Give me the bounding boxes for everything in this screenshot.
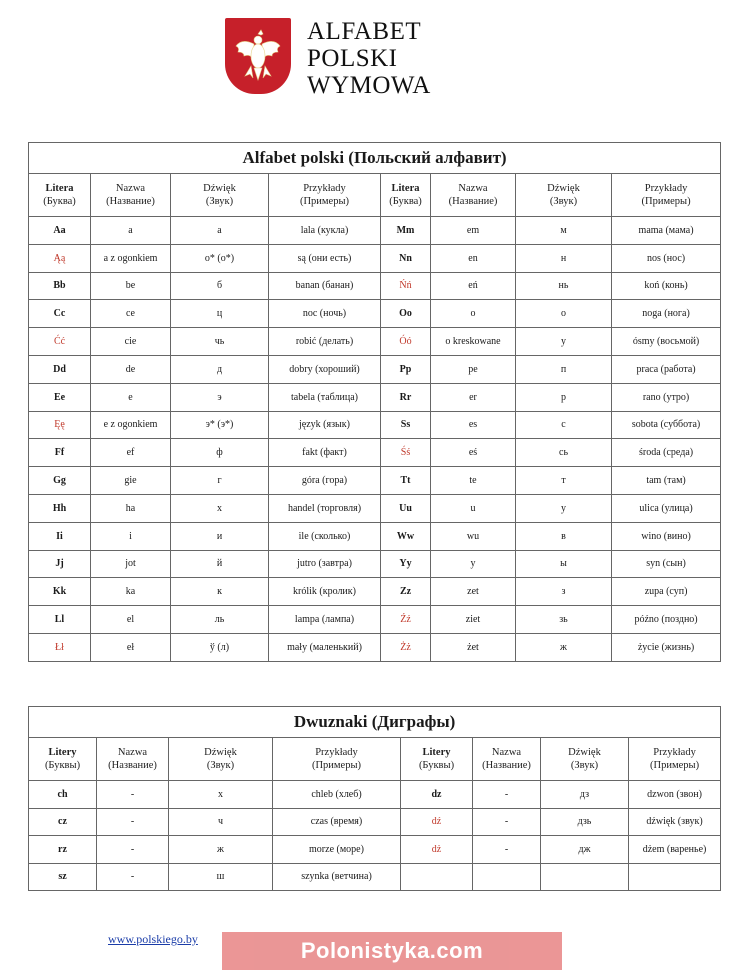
alphabet-header-cell — [269, 174, 381, 217]
digraph-row — [29, 863, 721, 891]
header-top-text: Nazwa — [115, 183, 146, 194]
sound-cell: ч — [169, 808, 273, 836]
alphabet-row — [29, 494, 721, 522]
header-top-text: Nazwa — [491, 747, 522, 758]
name-cell: i — [91, 522, 171, 550]
sound-cell: о* (о*) — [171, 244, 269, 272]
sound-cell: т — [516, 467, 612, 495]
title-line-2: POLSKI — [307, 45, 398, 72]
letter-cell: Rr — [381, 383, 431, 411]
sound-cell: х — [171, 494, 269, 522]
header-top-text: Dźwięk — [203, 183, 236, 194]
letter-cell: dz — [401, 781, 473, 809]
header-top-text: Dźwięk — [568, 747, 601, 758]
letter-cell: Gg — [29, 467, 91, 495]
sound-cell: к — [171, 578, 269, 606]
white-eagle-icon — [232, 26, 284, 86]
letter-cell: dż — [401, 836, 473, 864]
letter-cell: Zz — [381, 578, 431, 606]
example-cell: noga (нога) — [612, 300, 721, 328]
header-bottom-text: (Звук) — [205, 196, 234, 207]
name-cell: en — [431, 244, 516, 272]
header-bottom-text: (Буквы) — [44, 760, 81, 771]
sound-cell: дж — [541, 836, 629, 864]
example-cell: język (язык) — [269, 411, 381, 439]
example-cell: ulica (улица) — [612, 494, 721, 522]
letter-cell: Ww — [381, 522, 431, 550]
sound-cell: й — [171, 550, 269, 578]
name-cell — [473, 863, 541, 891]
letter-cell: Ćć — [29, 328, 91, 356]
example-cell: banan (банан) — [269, 272, 381, 300]
digraph-header-cell — [97, 738, 169, 781]
name-cell: wu — [431, 522, 516, 550]
letter-cell: Ll — [29, 606, 91, 634]
sound-cell: а — [171, 217, 269, 245]
name-cell: - — [473, 836, 541, 864]
example-cell: robić (делать) — [269, 328, 381, 356]
alphabet-row — [29, 272, 721, 300]
example-cell: nos (нос) — [612, 244, 721, 272]
name-cell: - — [97, 836, 169, 864]
letter-cell: sz — [29, 863, 97, 891]
header-bottom-text: (Звук) — [549, 196, 578, 207]
name-cell: ce — [91, 300, 171, 328]
header-top-text: Przykłady — [644, 183, 688, 194]
name-cell: - — [97, 808, 169, 836]
sound-cell: м — [516, 217, 612, 245]
sound-cell: з — [516, 578, 612, 606]
digraph-row — [29, 808, 721, 836]
name-cell: ha — [91, 494, 171, 522]
letter-cell: Śś — [381, 439, 431, 467]
alphabet-row — [29, 244, 721, 272]
header-bottom-text: (Звук) — [570, 760, 599, 771]
header-top-text: Litery — [422, 747, 451, 758]
example-cell: sobota (суббота) — [612, 411, 721, 439]
digraphs-caption-row — [29, 707, 721, 738]
name-cell: o kreskowane — [431, 328, 516, 356]
alphabet-row — [29, 578, 721, 606]
example-cell: lampa (лампа) — [269, 606, 381, 634]
letter-cell: rz — [29, 836, 97, 864]
letter-cell: Dd — [29, 355, 91, 383]
example-cell: ósmy (восьмой) — [612, 328, 721, 356]
letter-cell: Jj — [29, 550, 91, 578]
letter-cell: Bb — [29, 272, 91, 300]
letter-cell: ch — [29, 781, 97, 809]
letter-cell: Oo — [381, 300, 431, 328]
title-line-3: WYMOWA — [307, 72, 431, 99]
letter-cell: Ęę — [29, 411, 91, 439]
digraphs-header-row — [29, 738, 721, 781]
letter-cell: Cc — [29, 300, 91, 328]
letter-cell: Mm — [381, 217, 431, 245]
alphabet-row — [29, 633, 721, 661]
page-header — [225, 18, 525, 98]
alphabet-header-cell — [171, 174, 269, 217]
example-cell: dzwon (звон) — [629, 781, 721, 809]
header-bottom-text: (Название) — [108, 760, 157, 771]
name-cell: a z ogonkiem — [91, 244, 171, 272]
digraph-header-cell — [29, 738, 97, 781]
letter-cell: Kk — [29, 578, 91, 606]
name-cell: es — [431, 411, 516, 439]
alphabet-header-cell — [29, 174, 91, 217]
example-cell: wino (вино) — [612, 522, 721, 550]
document-title — [307, 18, 431, 99]
sound-cell: д — [171, 355, 269, 383]
sound-cell: зь — [516, 606, 612, 634]
digraph-row — [29, 781, 721, 809]
sound-cell: с — [516, 411, 612, 439]
example-cell: chleb (хлеб) — [273, 781, 401, 809]
sound-cell: б — [171, 272, 269, 300]
name-cell: eł — [91, 633, 171, 661]
footer-link[interactable]: www.polskiego.by — [108, 932, 198, 946]
name-cell: gie — [91, 467, 171, 495]
watermark: Polonistyka.com — [222, 932, 562, 970]
letter-cell: Ff — [29, 439, 91, 467]
sound-cell: у — [516, 328, 612, 356]
alphabet-header-cell — [612, 174, 721, 217]
example-cell: syn (сын) — [612, 550, 721, 578]
alphabet-row — [29, 328, 721, 356]
header-top-text: Litery — [48, 747, 77, 758]
sound-cell: у — [516, 494, 612, 522]
header-bottom-text: (Буква) — [389, 196, 422, 207]
name-cell: ef — [91, 439, 171, 467]
digraph-header-cell — [473, 738, 541, 781]
letter-cell: Uu — [381, 494, 431, 522]
letter-cell: Źź — [381, 606, 431, 634]
alphabet-row — [29, 217, 721, 245]
alphabet-header-cell — [431, 174, 516, 217]
sound-cell: дзь — [541, 808, 629, 836]
sound-cell: в — [516, 522, 612, 550]
sound-cell: н — [516, 244, 612, 272]
sound-cell: ф — [171, 439, 269, 467]
alphabet-table — [28, 142, 721, 662]
letter-cell: Łł — [29, 633, 91, 661]
letter-cell: Żż — [381, 633, 431, 661]
sound-cell: ль — [171, 606, 269, 634]
alphabet-header-cell — [91, 174, 171, 217]
sound-cell: ж — [516, 633, 612, 661]
header-bottom-text: (Буква) — [43, 196, 76, 207]
digraph-header-cell — [401, 738, 473, 781]
name-cell: - — [473, 808, 541, 836]
name-cell: y — [431, 550, 516, 578]
example-cell: noc (ночь) — [269, 300, 381, 328]
example-cell: lala (кукла) — [269, 217, 381, 245]
sound-cell: ц — [171, 300, 269, 328]
name-cell: eś — [431, 439, 516, 467]
header-bottom-text: (Примеры) — [641, 196, 691, 207]
header-top-text: Nazwa — [117, 747, 148, 758]
example-cell: środa (среда) — [612, 439, 721, 467]
example-cell: tabela (таблица) — [269, 383, 381, 411]
letter-cell: Tt — [381, 467, 431, 495]
sound-cell: р — [516, 383, 612, 411]
letter-cell — [401, 863, 473, 891]
example-cell: rano (утро) — [612, 383, 721, 411]
example-cell: szynka (ветчина) — [273, 863, 401, 891]
example-cell: jutro (завтра) — [269, 550, 381, 578]
digraph-header-cell — [273, 738, 401, 781]
alphabet-row — [29, 411, 721, 439]
header-bottom-text: (Название) — [106, 196, 155, 207]
name-cell: eń — [431, 272, 516, 300]
letter-cell: Ii — [29, 522, 91, 550]
letter-cell: Ss — [381, 411, 431, 439]
name-cell: ka — [91, 578, 171, 606]
sound-cell: о — [516, 300, 612, 328]
example-cell: życie (жизнь) — [612, 633, 721, 661]
name-cell: - — [97, 781, 169, 809]
polish-emblem — [225, 18, 291, 94]
digraph-row — [29, 836, 721, 864]
sound-cell: ў (л) — [171, 633, 269, 661]
name-cell: cie — [91, 328, 171, 356]
name-cell: er — [431, 383, 516, 411]
header-top-text: Przykłady — [653, 747, 696, 758]
sound-cell: и — [171, 522, 269, 550]
example-cell: dżem (варенье) — [629, 836, 721, 864]
letter-cell: Hh — [29, 494, 91, 522]
digraph-header-cell — [169, 738, 273, 781]
header-bottom-text: (Примеры) — [299, 196, 350, 207]
alphabet-row — [29, 467, 721, 495]
sound-cell: ы — [516, 550, 612, 578]
name-cell: a — [91, 217, 171, 245]
name-cell: de — [91, 355, 171, 383]
sound-cell: п — [516, 355, 612, 383]
name-cell: u — [431, 494, 516, 522]
title-line-1: ALFABET — [307, 18, 422, 45]
name-cell: - — [97, 863, 169, 891]
example-cell: tam (там) — [612, 467, 721, 495]
example-cell: mama (мама) — [612, 217, 721, 245]
example-cell: królik (кролик) — [269, 578, 381, 606]
letter-cell: Ee — [29, 383, 91, 411]
header-top-text: Litera — [45, 183, 74, 194]
digraphs-caption: Dwuznaki (Диграфы) — [29, 707, 721, 738]
name-cell: o — [431, 300, 516, 328]
header-bottom-text: (Буквы) — [418, 760, 455, 771]
letter-cell: cz — [29, 808, 97, 836]
example-cell: dźwięk (звук) — [629, 808, 721, 836]
example-cell: późno (поздно) — [612, 606, 721, 634]
sound-cell: ж — [169, 836, 273, 864]
letter-cell: dź — [401, 808, 473, 836]
example-cell: handel (торговля) — [269, 494, 381, 522]
header-top-text: Nazwa — [458, 183, 488, 194]
header-top-text: Dźwięk — [547, 183, 580, 194]
name-cell: e — [91, 383, 171, 411]
name-cell: jot — [91, 550, 171, 578]
letter-cell: Óó — [381, 328, 431, 356]
header-bottom-text: (Название) — [482, 760, 531, 771]
alphabet-row — [29, 439, 721, 467]
name-cell: el — [91, 606, 171, 634]
example-cell: fakt (факт) — [269, 439, 381, 467]
alphabet-caption: Alfabet polski (Польский алфавит) — [29, 143, 721, 174]
alphabet-caption-row — [29, 143, 721, 174]
example-cell: koń (конь) — [612, 272, 721, 300]
alphabet-header-cell — [381, 174, 431, 217]
alphabet-row — [29, 355, 721, 383]
sound-cell: дз — [541, 781, 629, 809]
alphabet-header-cell — [516, 174, 612, 217]
header-top-text: Dźwięk — [204, 747, 237, 758]
header-bottom-text: (Название) — [448, 196, 498, 207]
name-cell: pe — [431, 355, 516, 383]
example-cell: morze (море) — [273, 836, 401, 864]
letter-cell: Nn — [381, 244, 431, 272]
sound-cell: х — [169, 781, 273, 809]
name-cell: e z ogonkiem — [91, 411, 171, 439]
digraph-header-cell — [629, 738, 721, 781]
header-bottom-text: (Звук) — [206, 760, 235, 771]
letter-cell: Ąą — [29, 244, 91, 272]
example-cell: mały (маленький) — [269, 633, 381, 661]
example-cell: ile (сколько) — [269, 522, 381, 550]
sound-cell: нь — [516, 272, 612, 300]
header-top-text: Przykłady — [303, 183, 346, 194]
example-cell: praca (работа) — [612, 355, 721, 383]
header-bottom-text: (Примеры) — [311, 760, 362, 771]
alphabet-row — [29, 606, 721, 634]
letter-cell: Ńń — [381, 272, 431, 300]
header-top-text: Przykłady — [315, 747, 358, 758]
name-cell: ziet — [431, 606, 516, 634]
sound-cell: чь — [171, 328, 269, 356]
example-cell: są (они есть) — [269, 244, 381, 272]
example-cell: dobry (хороший) — [269, 355, 381, 383]
example-cell: góra (гора) — [269, 467, 381, 495]
name-cell: zet — [431, 578, 516, 606]
letter-cell: Yy — [381, 550, 431, 578]
example-cell: zupa (суп) — [612, 578, 721, 606]
digraphs-table — [28, 706, 721, 891]
name-cell: te — [431, 467, 516, 495]
alphabet-row — [29, 522, 721, 550]
sound-cell — [541, 863, 629, 891]
sound-cell: ш — [169, 863, 273, 891]
name-cell: be — [91, 272, 171, 300]
header-top-text: Litera — [391, 183, 420, 194]
digraph-header-cell — [541, 738, 629, 781]
name-cell: em — [431, 217, 516, 245]
letter-cell: Pp — [381, 355, 431, 383]
example-cell — [629, 863, 721, 891]
example-cell: czas (время) — [273, 808, 401, 836]
alphabet-row — [29, 550, 721, 578]
alphabet-row — [29, 300, 721, 328]
header-bottom-text: (Примеры) — [650, 760, 700, 771]
alphabet-header-row — [29, 174, 721, 217]
sound-cell: сь — [516, 439, 612, 467]
alphabet-row — [29, 383, 721, 411]
sound-cell: э — [171, 383, 269, 411]
letter-cell: Aa — [29, 217, 91, 245]
name-cell: - — [473, 781, 541, 809]
name-cell: żet — [431, 633, 516, 661]
sound-cell: г — [171, 467, 269, 495]
sound-cell: э* (э*) — [171, 411, 269, 439]
